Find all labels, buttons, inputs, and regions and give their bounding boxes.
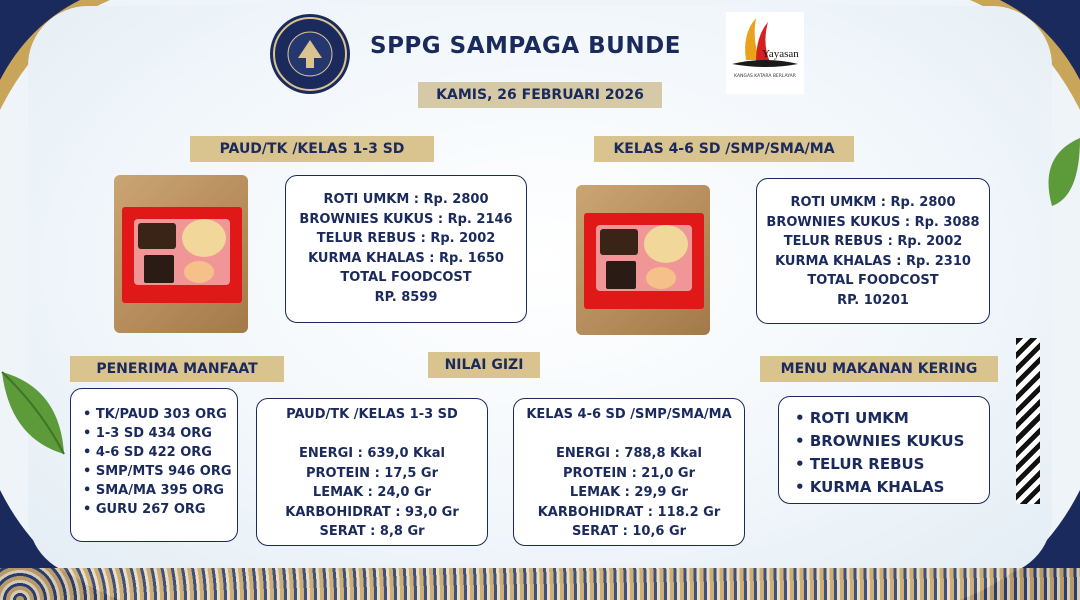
nutrition-label: NILAI GIZI [428, 352, 540, 378]
menu-price-line: TELUR REBUS : Rp. 2002 [783, 234, 963, 249]
nutrition-box-group-1 [256, 398, 488, 546]
yayasan-tagline: KANGAS KATARA BERLAYAR [734, 74, 796, 79]
nutrition-group-title: KELAS 4-6 SD /SMP/SMA/MA [526, 407, 732, 422]
group-2-label: KELAS 4-6 SD /SMP/SMA/MA [594, 136, 854, 162]
nutrition-line: LEMAK : 29,9 Gr [569, 485, 689, 500]
menu-price-box-group-2 [756, 178, 990, 324]
nutrition-line: KARBOHIDRAT : 93,0 Gr [285, 504, 459, 520]
beneficiary-item: • SMP/MTS 946 ORG [83, 464, 232, 479]
nutrition-line: SERAT : 8,8 Gr [319, 524, 425, 539]
dry-menu-item: • TELUR REBUS [795, 455, 925, 473]
nutrition-line: PROTEIN : 21,0 Gr [563, 465, 695, 481]
yayasan-name: Yayasan [762, 48, 799, 60]
nutrition-box-group-2 [513, 398, 745, 546]
menu-price-line: ROTI UMKM : Rp. 2800 [790, 195, 956, 210]
beneficiaries-label: PENERIMA MANFAAT [70, 356, 284, 382]
nutrition-line: ENERGI : 639,0 Kkal [298, 446, 445, 461]
total-foodcost-label: TOTAL FOODCOST [807, 273, 939, 288]
total-foodcost-value: RP. 10201 [837, 292, 909, 308]
beneficiary-item: • 1-3 SD 434 ORG [83, 426, 212, 441]
nutrition-line: KARBOHIDRAT : 118.2 Gr [537, 504, 721, 520]
menu-price-line: BROWNIES KUKUS : Rp. 3088 [766, 214, 980, 230]
beneficiary-item: • 4-6 SD 422 ORG [83, 445, 212, 460]
beneficiary-item: • GURU 267 ORG [83, 502, 206, 517]
national-nutrition-agency-logo [270, 14, 350, 94]
menu-price-box-group-1 [285, 175, 527, 323]
yayasan-logo [726, 12, 804, 94]
batik-border-bottom [0, 568, 1080, 600]
menu-price-line: ROTI UMKM : Rp. 2800 [323, 192, 489, 207]
menu-price-line: TELUR REBUS : Rp. 2002 [316, 231, 496, 246]
menu-price-line: KURMA KHALAS : Rp. 2310 [775, 253, 971, 269]
leaf-decoration-left [0, 368, 70, 458]
nutrition-line: ENERGI : 788,8 Kkal [555, 446, 702, 461]
striped-accent [1016, 338, 1040, 504]
page-title: SPPG SAMPAGA BUNDE [370, 33, 681, 59]
meal-photo-group-2 [576, 185, 710, 335]
dry-menu-label: MENU MAKANAN KERING [760, 356, 998, 382]
menu-price-line: KURMA KHALAS : Rp. 1650 [308, 250, 504, 266]
nutrition-line: SERAT : 10,6 Gr [571, 524, 687, 539]
dry-menu-item: • BROWNIES KUKUS [795, 432, 965, 450]
red-tray [584, 213, 704, 309]
sail-icon [726, 12, 804, 72]
leaf-decoration-right [1044, 136, 1080, 216]
dry-menu-item: • ROTI UMKM [795, 409, 909, 427]
total-foodcost-label: TOTAL FOODCOST [340, 270, 472, 285]
meal-photo-group-1 [114, 175, 248, 333]
nutrition-group-title: PAUD/TK /KELAS 1-3 SD [286, 407, 458, 422]
group-1-label: PAUD/TK /KELAS 1-3 SD [190, 136, 434, 162]
beneficiaries-box [70, 388, 238, 542]
dry-menu-item: • KURMA KHALAS [795, 478, 945, 496]
total-foodcost-value: RP. 8599 [374, 289, 438, 305]
beneficiary-item: • TK/PAUD 303 ORG [83, 407, 227, 422]
date-banner: KAMIS, 26 FEBRUARI 2026 [418, 82, 662, 108]
red-tray [122, 207, 242, 303]
nutrition-line: LEMAK : 24,0 Gr [312, 485, 432, 500]
nutrition-line: PROTEIN : 17,5 Gr [306, 465, 438, 481]
dry-menu-box [778, 396, 990, 504]
menu-price-line: BROWNIES KUKUS : Rp. 2146 [299, 211, 513, 227]
beneficiary-item: • SMA/MA 395 ORG [83, 483, 224, 498]
